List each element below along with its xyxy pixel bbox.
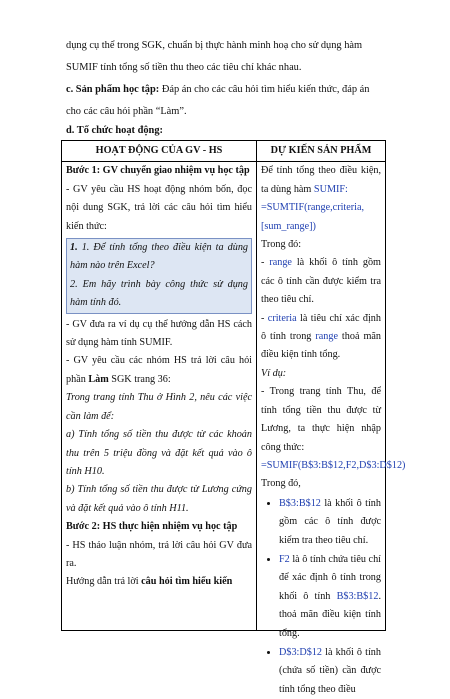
range-keyword: range (269, 257, 292, 269)
arg2-keyword: F2 (279, 553, 290, 565)
step2-paragraph-2 (66, 573, 252, 591)
list-item (279, 643, 381, 699)
activity-table (61, 140, 406, 695)
sumif-syntax: =SUMTIF(range,criteria,[sum_range]) (261, 202, 365, 232)
header-teacher-student: HOẠT ĐỘNG CỦA GV - HS (62, 141, 257, 162)
task-b: b) Tính tổng số tiền thu được từ Lương cứng và đặt kết quả vào ô tính H11. (66, 484, 252, 514)
arg2-range-keyword: B$3:B$12 (336, 590, 379, 602)
question-2: 2. Em hãy trình bày công thức sử dụng hàm tính đó. (70, 278, 248, 309)
answer-intro-text: Để tính tổng theo điều kiện, ta dùng hàm (261, 165, 381, 195)
trong-do-label-2: Trong đó, (261, 478, 301, 490)
task-a: a) Tính tổng số tiền thu được từ các khoản thu trên 5 triệu đồng và đặt kết quả vào ô tính H10. (66, 429, 252, 477)
range-dash: - (261, 257, 270, 269)
range-explanation (261, 254, 381, 309)
step1-paragraph-2: - GV đưa ra ví dụ cụ thể hướng dẫn HS cách sử dụng hàm tính SUMIF. (66, 318, 252, 349)
step1-p3-post: SGK trang 36: (108, 373, 171, 385)
arg2-text-1: là ô tính chứa tiêu chí để xác định ô tính trong khối ô tính (279, 553, 381, 602)
step2-p2-bold: câu hỏi tìm hiểu kiến (141, 576, 233, 588)
arg3-text: là khối ô tính (chứa số tiền) cần được tính tổng theo điều (279, 646, 381, 695)
step2-p2-pre: Hướng dẫn trả lời (66, 576, 142, 588)
arg1-keyword: B$3:B$12 (279, 497, 321, 509)
task-intro: Trong trang tính Thu ở Hình 2, nêu các việc cần làm để: (66, 392, 252, 422)
header-expected-product: DỰ KIẾN SẢN PHẨM (257, 141, 386, 162)
criteria-keyword: criteria (267, 312, 297, 324)
step2-paragraph-1: - HS thảo luận nhóm, trả lời câu hỏi GV đưa ra. (66, 539, 252, 569)
left-cell (62, 162, 257, 631)
list-item (279, 494, 381, 550)
step1-p3-pre: - GV yêu cầu các nhóm HS trả lời câu hỏi phần (66, 355, 252, 385)
section-c-label: c. Sản phẩm học tập: (66, 84, 160, 95)
question-1: 1. 1. Để tính tổng theo điều kiện ta dùng hàm nào trên Excel? (70, 242, 249, 272)
list-item (279, 550, 381, 643)
section-c-line-2: cho các câu hỏi phần “Làm”. (66, 106, 187, 117)
step1-paragraph-3 (66, 352, 252, 389)
step1-paragraph-1: - GV yêu cầu HS hoạt động nhóm bốn, đọc nội dung SGK, trả lời các câu hỏi tìm hiểu kiến thức: (66, 183, 252, 232)
section-d-label: d. Tổ chức hoạt động: (66, 125, 163, 136)
step1-p3-bold: Làm (88, 373, 109, 385)
example-label: Ví dụ: (261, 367, 287, 379)
section-c-text: Đáp án cho các câu hỏi tìm hiểu kiến thức, đáp án (159, 84, 370, 95)
criteria-explanation (261, 310, 381, 365)
example-formula: =SUMIF(B$3:B$12,F2,D$3:D$12) (261, 459, 406, 471)
step1-title: Bước 1: GV chuyển giao nhiệm vụ học tập (66, 165, 250, 177)
criteria-text-2: thoả mãn điều kiện tính tổng. (261, 331, 381, 361)
trong-do-label: Trong đó: (261, 239, 302, 251)
arg3-keyword: D$3:D$12 (279, 646, 323, 658)
intro-line-2: SUMIF tính tổng số tiền thu theo các tiêu chí khác nhau. (66, 62, 302, 73)
argument-list (261, 494, 381, 699)
section-c (66, 80, 390, 99)
table-row (62, 162, 386, 631)
question-1-text: 1. Để tính tổng theo điều kiện ta dùng hàm nào trên Excel? (70, 242, 249, 272)
question-box (66, 238, 252, 314)
answer-function-name: SUMIF: (313, 183, 348, 195)
step2-title: Bước 2: HS thực hiện nhiệm vụ học tập (66, 521, 238, 533)
right-cell (257, 162, 406, 695)
range-text: là khối ô tính gồm các ô tính cần được kiểm tra theo tiêu chí. (261, 257, 381, 306)
criteria-range-keyword: range (315, 331, 338, 343)
table-header-row (62, 141, 386, 162)
arg1-text: là khối ô tính gồm các ô tính được kiểm tra theo tiêu chí. (279, 497, 381, 546)
criteria-dash: - (261, 312, 268, 324)
arg2-text-2: . thoả mãn điều kiện tính tổng. (279, 590, 381, 639)
answer-intro (261, 162, 381, 199)
criteria-text-1: là tiêu chí xác định ô tính trong (261, 312, 381, 343)
intro-line-1: dụng cụ thể trong SGK, chuẩn bị thực hành minh hoạ cho sử dụng hàm (66, 40, 363, 51)
example-paragraph: - Trong trang tính Thu, để tính tổng tiền thu được từ Lương, ta thực hiện nhập công thức: (261, 386, 381, 453)
